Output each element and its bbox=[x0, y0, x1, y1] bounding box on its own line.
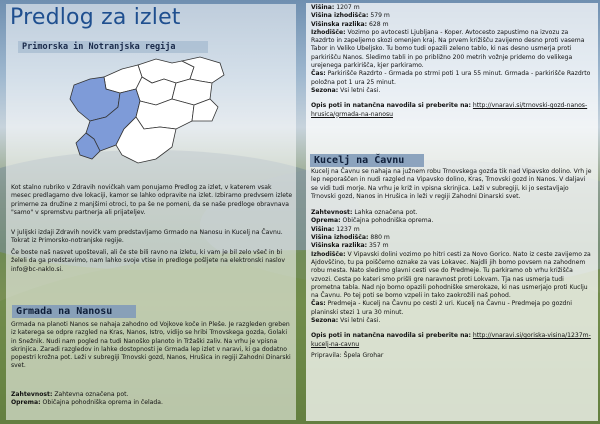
visinska-razlika-label: Višinska razlika: bbox=[311, 20, 368, 28]
k-izhodisce-row bbox=[311, 251, 593, 301]
map-region-dolenjska bbox=[136, 99, 194, 129]
k-zahtevnost-value: Lahka označena pot. bbox=[354, 209, 418, 217]
k-sezona-label: Sezona: bbox=[311, 317, 339, 325]
oprema-value: Običajna pohodniška oprema in čelada. bbox=[42, 399, 163, 406]
k-opis-row bbox=[311, 332, 593, 349]
grmada-oprema bbox=[11, 399, 293, 407]
izhodisce-row bbox=[311, 29, 593, 70]
k-cas-row bbox=[311, 300, 593, 317]
k-izhodisce-label: Izhodišče: bbox=[311, 250, 346, 258]
oprema-label: Oprema: bbox=[11, 399, 41, 406]
k-oprema-value: Običajna pohodniška oprema. bbox=[342, 217, 434, 225]
k-oprema-row bbox=[311, 217, 593, 225]
k-sezona-value: Vsi letni časi. bbox=[340, 317, 381, 325]
visina-izhodisca-label: Višina izhodišča: bbox=[311, 12, 369, 20]
opis-row bbox=[311, 102, 593, 119]
pripravila: Pripravila: Špela Grohar bbox=[311, 351, 384, 359]
k-cas-label: Čas: bbox=[311, 300, 326, 308]
k-izhodisce-value: V Vipavski dolini vozimo po hitri cesti za Novo Gorico. Nato iz ceste zavijemo za Ajdovščino, tu pa poiščemo oznake za vas Lokavec. Najdli jih bomo povsem na zahodnem robu mesta. Nato sledimo glavni cesti vse do Predmeje. Tu parkiramo ob vrhu križišča vzvozi. Cesta po kateri smo prišli gre naravnost proti Lokvam. Tja nas usmerja tudi prometna tabla. Nad njo bomo opazili pohodniške smerokaze, ki nas usmerjajo proti Kuclju na Čavnu. Po tej poti se bomo vzpeli in tako zaokrožili naš pohod. bbox=[311, 250, 591, 300]
izhodisce-label: Izhodišče: bbox=[311, 28, 346, 36]
k-zahtevnost-label: Zahtevnost: bbox=[311, 209, 353, 217]
sezona-label: Sezona: bbox=[311, 86, 339, 94]
k-cas-value: Predmeja - Kucelj na Čavnu po cesti 2 uri. Kucelj na Čavnu - Predmeja po gozdni planinski stezi 1 ura 30 minut. bbox=[311, 300, 572, 316]
right-text-block-2 bbox=[311, 168, 593, 360]
k-oprema-label: Oprema: bbox=[311, 217, 341, 225]
k-izhodisca-label: Višina izhodišča: bbox=[311, 234, 369, 242]
visinska-razlika-value: 628 m bbox=[369, 20, 389, 28]
k-izhodisca-value: 880 m bbox=[370, 234, 390, 242]
visina-value: 1207 m bbox=[336, 4, 360, 11]
k-visina-row bbox=[311, 226, 593, 234]
izhodisce-value: Vozimo po avtocesti Ljubljana - Koper. Avtocesto zapustimo na izvozu za Razdrto in zapeljemo skozi omenjen kraj. Na prvem križišču zavijemo desno proti vasema Tabor in Veliko Ubeljsko. Tu bomo tudi opazili zeleno tablo, ki nas desno usmerja proti parkirišču Nanos. Sledimo tabli in po približno 200 metrih vožnje pridemo do velikega urejenega parkirišča, kjer parkiramo. bbox=[311, 28, 585, 70]
intro-paragraph-1: Kot stalno rubriko v Zdravih novičkah vam ponujamo Predlog za izlet, v katerem vsak mesec predlagamo dve lokaciji, kamor se lahko odpravite na izlet. Izbiramo predvsem izlete primerne za družine z manjšimi otroci, to pa še ne pomeni, da se naše predloge obravnava "samo" v spremstvu partnerja ali prijateljev. bbox=[11, 184, 293, 216]
slovenia-map bbox=[60, 55, 230, 179]
zahtevnost-value: Zahtevna označena pot. bbox=[54, 391, 129, 398]
cas-label: Čas: bbox=[311, 70, 326, 78]
grmada-heading: Grmada na Nanosu bbox=[12, 305, 136, 318]
right-text-block-1 bbox=[311, 4, 593, 119]
k-visina-value: 1237 m bbox=[336, 225, 360, 233]
sezona-row bbox=[311, 87, 593, 95]
visina-izhodisca-row bbox=[311, 12, 593, 20]
zahtevnost-label: Zahtevnost: bbox=[11, 391, 53, 398]
cas-row bbox=[311, 70, 593, 87]
intro-paragraph-2: V julijski izdaji Zdravih novičk vam predstavljamo Grmado na Nanosu in Kucelj na Čavnu. Tokrat iz Primorsko-notranjske regije. bbox=[11, 229, 283, 245]
opis-label: Opis poti in natančna navodila si preberite na: bbox=[311, 102, 471, 110]
cas-value: Parkirišče Razdrto - Grmada po strmi poti 1 ura 55 minut. Grmada - parkirišče Razdrto položna pot 1 ura 25 minut. bbox=[311, 70, 591, 86]
sezona-value: Vsi letni časi. bbox=[340, 86, 381, 94]
page-title: Predlog za izlet bbox=[10, 5, 181, 30]
k-razlika-value: 357 m bbox=[369, 242, 389, 250]
kucelj-heading: Kucelj na Čavnu bbox=[310, 154, 424, 167]
visina-izhodisca-value: 579 m bbox=[370, 12, 390, 20]
visinska-razlika-row bbox=[311, 21, 593, 29]
intro-paragraph-3: Če boste naš nasvet upoštevali, ali če ste bili ravno na izletu, ki vam je bil zelo všeč in bi želeli da ga predstavimo, nam lahko svoje vtise in predloge pošljete na elektronski naslov info@bc-naklo.si. bbox=[11, 249, 286, 273]
k-visina-label: Višina: bbox=[311, 225, 335, 233]
kucelj-description: Kucelj na Čavnu se nahaja na južnem robu Trnovskega gozda tik nad Vipavsko dolino. Vrh je lep neporaščen in nudi razgled na Vipavsko dolino, Kras, Trnovski gozd in Nanos. V daljavi se vidi tudi morje. Na vrhu je križ in vpisna skrinjica. Leži v subregiji, ki jo sestavljajo Trnovski gozd, Nanos in Hrušica in leži v regiji Zahodni Dinarski svet. bbox=[311, 168, 592, 200]
grmada-link[interactable]: http://vnaravi.si/trnovski-gozd-nanos-hrusica/grmada-na-nanosu bbox=[311, 102, 588, 118]
kucelj-link[interactable]: http://vnaravi.si/goriska-visina/1237m-kucelj-na-cavnu bbox=[311, 332, 591, 348]
region-label: Primorska in Notranjska regija bbox=[18, 41, 208, 53]
visina-label: Višina: bbox=[311, 4, 335, 11]
grmada-description: Grmada na planoti Nanos se nahaja zahodno od Vojkove koče in Pleše. Je razgleden greben iz katerega se odpre razgled na Kras, Nanos, Istro, vidijo se hribi Trnovskega gozda, Golaki in Snežnik. Nudi nam pogled na tudi Nanoško planoto in Tržaški zaliv. Na vrhu je vpisna skrinjica. Zaradi razgledov in lahke dostopnosti je Grmada lep izlet v naravi, ki ga dodatno popestri krožna pot. Leži v subregiji Trnovski gozd, Nanos, Hrušica in regiji Zahodni Dinarski svet. bbox=[11, 321, 291, 370]
k-opis-label: Opis poti in natančna navodila si preberite na: bbox=[311, 332, 471, 340]
k-razlika-row bbox=[311, 242, 593, 250]
k-sezona-row bbox=[311, 317, 593, 325]
k-razlika-label: Višinska razlika: bbox=[311, 242, 368, 250]
